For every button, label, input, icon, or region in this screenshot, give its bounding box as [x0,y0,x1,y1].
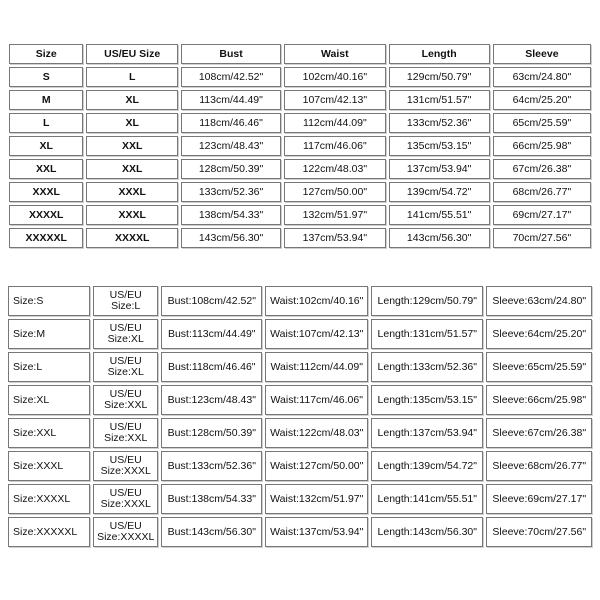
header-length: Length [389,44,490,64]
table-row [8,319,592,349]
waist-cell: Waist:127cm/50.00" [265,451,368,481]
sleeve-cell: 66cm/25.98" [493,136,591,156]
sleeve-cell: Sleeve:65cm/25.59" [486,352,592,382]
sleeve-cell: Sleeve:66cm/25.98" [486,385,592,415]
table-row [9,182,591,202]
us-eu-cell: L [86,67,177,87]
us-eu-label: US/EU [109,355,142,367]
sleeve-cell: Sleeve:67cm/26.38" [486,418,592,448]
waist-cell: Waist:137cm/53.94" [265,517,368,547]
table-row [8,385,592,415]
sleeve-cell: Sleeve:68cm/26.77" [486,451,592,481]
header-size: Size [9,44,83,64]
sleeve-cell: 68cm/26.77" [493,182,591,202]
header-us-eu-size: US/EU Size [86,44,177,64]
table-row [9,205,591,225]
sleeve-cell: Sleeve:70cm/27.56" [486,517,592,547]
size-cell: Size:XXXXL [8,484,90,514]
us-eu-cell: XXL [86,159,177,179]
table-row [8,484,592,514]
table-row [9,228,591,248]
sleeve-cell: Sleeve:64cm/25.20" [486,319,592,349]
length-cell: 135cm/53.15" [389,136,490,156]
bust-cell: 133cm/52.36" [181,182,281,202]
size-cell: M [9,90,83,110]
size-chart-table-bottom [5,283,595,550]
size-cell: S [9,67,83,87]
size-cell: Size:XXL [8,418,90,448]
length-cell: Length:135cm/53.15" [371,385,483,415]
length-cell: 141cm/55.51" [389,205,490,225]
length-cell: Length:143cm/56.30" [371,517,483,547]
header-waist: Waist [284,44,385,64]
length-cell: Length:131cm/51.57" [371,319,483,349]
table-row [8,286,592,316]
length-cell: Length:139cm/54.72" [371,451,483,481]
waist-cell: 137cm/53.94" [284,228,385,248]
size-cell: Size:XL [8,385,90,415]
waist-cell: 132cm/51.97" [284,205,385,225]
waist-cell: Waist:122cm/48.03" [265,418,368,448]
table-row [8,451,592,481]
us-eu-cell: XXXXL [86,228,177,248]
bust-cell: 123cm/48.43" [181,136,281,156]
table-row [9,159,591,179]
size-cell: L [9,113,83,133]
waist-cell: 127cm/50.00" [284,182,385,202]
bust-cell: Bust:123cm/48.43" [161,385,262,415]
us-eu-label: US/EU [109,520,142,532]
us-eu-cell: XL [86,113,177,133]
waist-cell: Waist:107cm/42.13" [265,319,368,349]
table-row [8,517,592,547]
size-cell: Size:M [8,319,90,349]
length-cell: 133cm/52.36" [389,113,490,133]
size-cell: Size:S [8,286,90,316]
waist-cell: Waist:102cm/40.16" [265,286,368,316]
header-sleeve: Sleeve [493,44,591,64]
header-bust: Bust [181,44,281,64]
us-eu-cell [93,418,158,448]
sleeve-cell: 65cm/25.59" [493,113,591,133]
table-row [9,90,591,110]
waist-cell: 102cm/40.16" [284,67,385,87]
sleeve-cell: 64cm/25.20" [493,90,591,110]
size-cell: XXXL [9,182,83,202]
size-cell: Size:XXXL [8,451,90,481]
table-row [9,136,591,156]
sleeve-cell: 67cm/26.38" [493,159,591,179]
us-eu-cell: XXL [86,136,177,156]
bust-cell: 138cm/54.33" [181,205,281,225]
us-eu-label: US/EU [109,388,142,400]
size-cell: XXXXXL [9,228,83,248]
waist-cell: Waist:117cm/46.06" [265,385,368,415]
us-eu-cell [93,385,158,415]
bust-cell: Bust:143cm/56.30" [161,517,262,547]
sleeve-cell: Sleeve:63cm/24.80" [486,286,592,316]
us-eu-cell [93,451,158,481]
table-row [8,352,592,382]
bust-cell: Bust:108cm/42.52" [161,286,262,316]
us-eu-label: US/EU [109,289,142,301]
bust-cell: 113cm/44.49" [181,90,281,110]
table-header-row [9,44,591,64]
sleeve-cell: Sleeve:69cm/27.17" [486,484,592,514]
us-eu-cell [93,484,158,514]
waist-cell: 112cm/44.09" [284,113,385,133]
bust-cell: 108cm/42.52" [181,67,281,87]
us-eu-size: Size:XXXL [100,465,151,477]
bust-cell: Bust:133cm/52.36" [161,451,262,481]
us-eu-size: Size:XL [107,333,144,345]
sleeve-cell: 69cm/27.17" [493,205,591,225]
bust-cell: 118cm/46.46" [181,113,281,133]
length-cell: 137cm/53.94" [389,159,490,179]
length-cell: Length:133cm/52.36" [371,352,483,382]
us-eu-cell: XXXL [86,205,177,225]
waist-cell: 117cm/46.06" [284,136,385,156]
size-cell: XL [9,136,83,156]
us-eu-cell: XXXL [86,182,177,202]
us-eu-cell [93,352,158,382]
us-eu-size: Size:XXXXL [97,531,155,543]
bust-cell: Bust:118cm/46.46" [161,352,262,382]
table-row [8,418,592,448]
bust-cell: Bust:113cm/44.49" [161,319,262,349]
us-eu-cell: XL [86,90,177,110]
waist-cell: Waist:132cm/51.97" [265,484,368,514]
length-cell: Length:129cm/50.79" [371,286,483,316]
waist-cell: 107cm/42.13" [284,90,385,110]
us-eu-label: US/EU [109,322,142,334]
size-cell: Size:XXXXXL [8,517,90,547]
length-cell: 143cm/56.30" [389,228,490,248]
size-cell: Size:L [8,352,90,382]
bust-cell: 143cm/56.30" [181,228,281,248]
size-chart-table-top [6,41,594,251]
length-cell: 129cm/50.79" [389,67,490,87]
waist-cell: 122cm/48.03" [284,159,385,179]
us-eu-cell [93,286,158,316]
length-cell: Length:141cm/55.51" [371,484,483,514]
bust-cell: Bust:138cm/54.33" [161,484,262,514]
table-row [9,67,591,87]
length-cell: 139cm/54.72" [389,182,490,202]
sleeve-cell: 63cm/24.80" [493,67,591,87]
table-row [9,113,591,133]
length-cell: Length:137cm/53.94" [371,418,483,448]
us-eu-size: Size:XXXL [100,498,151,510]
us-eu-size: Size:XXL [104,399,148,411]
us-eu-cell [93,319,158,349]
us-eu-size: Size:XL [107,366,144,378]
us-eu-cell [93,517,158,547]
us-eu-label: US/EU [109,421,142,433]
length-cell: 131cm/51.57" [389,90,490,110]
size-cell: XXL [9,159,83,179]
bust-cell: 128cm/50.39" [181,159,281,179]
bust-cell: Bust:128cm/50.39" [161,418,262,448]
size-cell: XXXXL [9,205,83,225]
waist-cell: Waist:112cm/44.09" [265,352,368,382]
sleeve-cell: 70cm/27.56" [493,228,591,248]
us-eu-label: US/EU [109,487,142,499]
us-eu-size: Size:L [111,300,141,312]
us-eu-label: US/EU [109,454,142,466]
us-eu-size: Size:XXL [104,432,148,444]
